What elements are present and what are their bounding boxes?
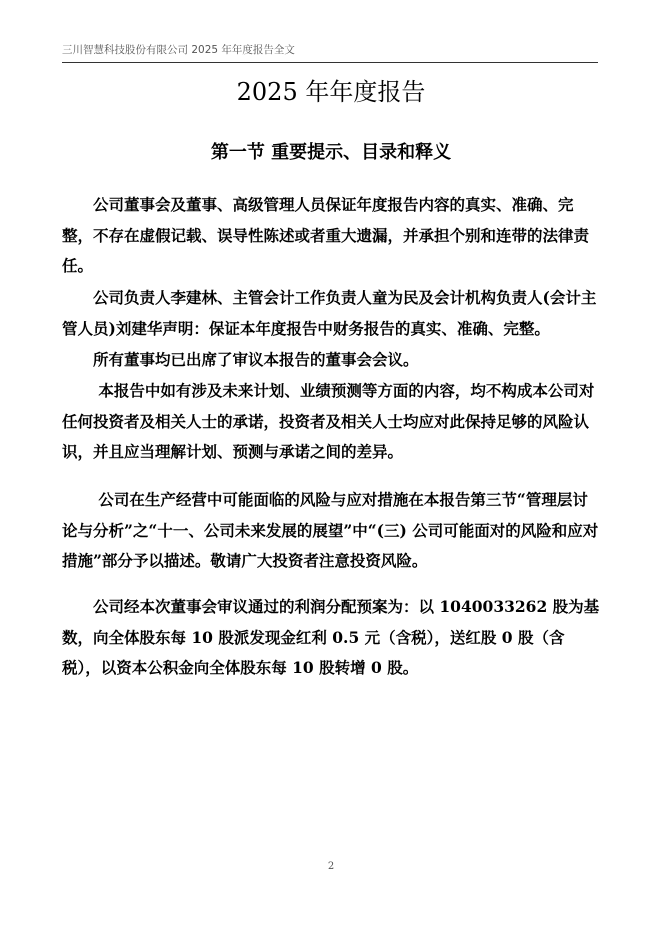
paragraph-risk-disclosure: 公司在生产经营中可能面临的风险与应对措施在本报告第三节“管理层讨论与分析”之“十一、公司未来发展的展望”中“(三) 公司可能面对的风险和应对措施”部分予以描述。敬请广大投资者注意投资风险。: [62, 490, 599, 570]
paragraph-board-guarantee: 公司董事会及董事、高级管理人员保证年度报告内容的真实、准确、完整，不存在虚假记载、误导性陈述或者重大遗漏，并承担个别和连带的法律责任。: [62, 195, 590, 275]
section-title: 第一节 重要提示、目录和释义: [210, 142, 452, 163]
paragraph-responsible-persons: 公司负责人李建林、主管会计工作负责人童为民及会计机构负责人(会计主管人员)刘建华声明：保证本年度报告中财务报告的真实、准确、完整。: [62, 288, 597, 338]
paragraph-profit-distribution: 公司经本次董事会审议通过的利润分配预案为：以 1040033262 股为基数，向全体股东每 10 股派发现金红利 0.5 元（含税），送红股 0 股（含税），以资本公积金向全体股东每 10 股转增 0 股。: [62, 597, 600, 677]
document-header: 三川智慧科技股份有限公司 2025 年年度报告全文: [62, 44, 295, 56]
paragraph-directors-attendance: 所有董事均已出席了审议本报告的董事会会议。: [62, 350, 419, 369]
paragraph-forward-looking: 本报告中如有涉及未来计划、业绩预测等方面的内容，均不构成本公司对任何投资者及相关人士的承诺，投资者及相关人士均应对此保持足够的风险认识，并且应当理解计划、预测与承诺之间的差异。: [62, 381, 595, 461]
header-divider: [62, 62, 598, 63]
page-number: 2: [327, 861, 335, 872]
report-title: 2025 年年度报告: [236, 78, 426, 106]
